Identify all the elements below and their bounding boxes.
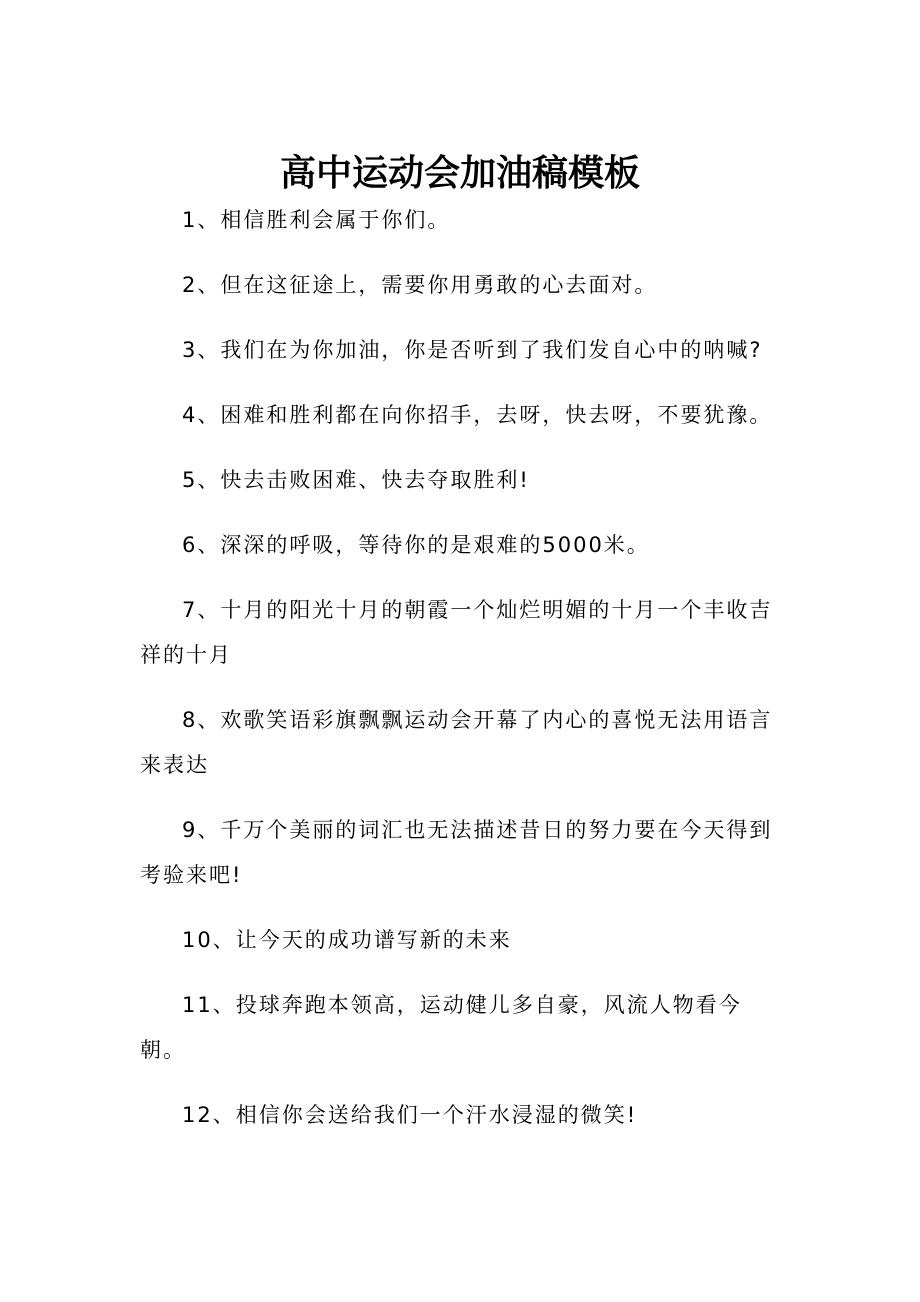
list-item: 8、欢歌笑语彩旗飘飘运动会开幕了内心的喜悦无法用语言来表达: [140, 708, 773, 777]
list-item: 3、我们在为你加油，你是否听到了我们发自心中的呐喊?: [182, 338, 763, 362]
list-item: 7、十月的阳光十月的朝霞一个灿烂明媚的十月一个丰收吉祥的十月: [140, 598, 773, 667]
cheer-list: [140, 198, 780, 1158]
document-title: 高中运动会加油稿模板: [279, 152, 640, 194]
list-item: 6、深深的呼吸，等待你的是艰难的5000米。: [182, 533, 650, 557]
list-item: 4、困难和胜利都在向你招手，去呀，快去呀，不要犹豫。: [182, 403, 773, 427]
list-item: 2、但在这征途上，需要你用勇敢的心去面对。: [182, 273, 658, 297]
list-item: 12、相信你会送给我们一个汗水浸湿的微笑!: [182, 1103, 638, 1127]
list-item: 11、投球奔跑本领高，运动健儿多自豪，风流人物看今朝。: [140, 993, 742, 1062]
list-item: 10、让今天的成功谱写新的未来: [182, 928, 512, 952]
list-item: 9、千万个美丽的词汇也无法描述昔日的努力要在今天得到考验来吧!: [140, 818, 773, 887]
list-item: 1、相信胜利会属于你们。: [182, 208, 451, 232]
list-item: 5、快去击败困难、快去夺取胜利!: [182, 468, 530, 492]
